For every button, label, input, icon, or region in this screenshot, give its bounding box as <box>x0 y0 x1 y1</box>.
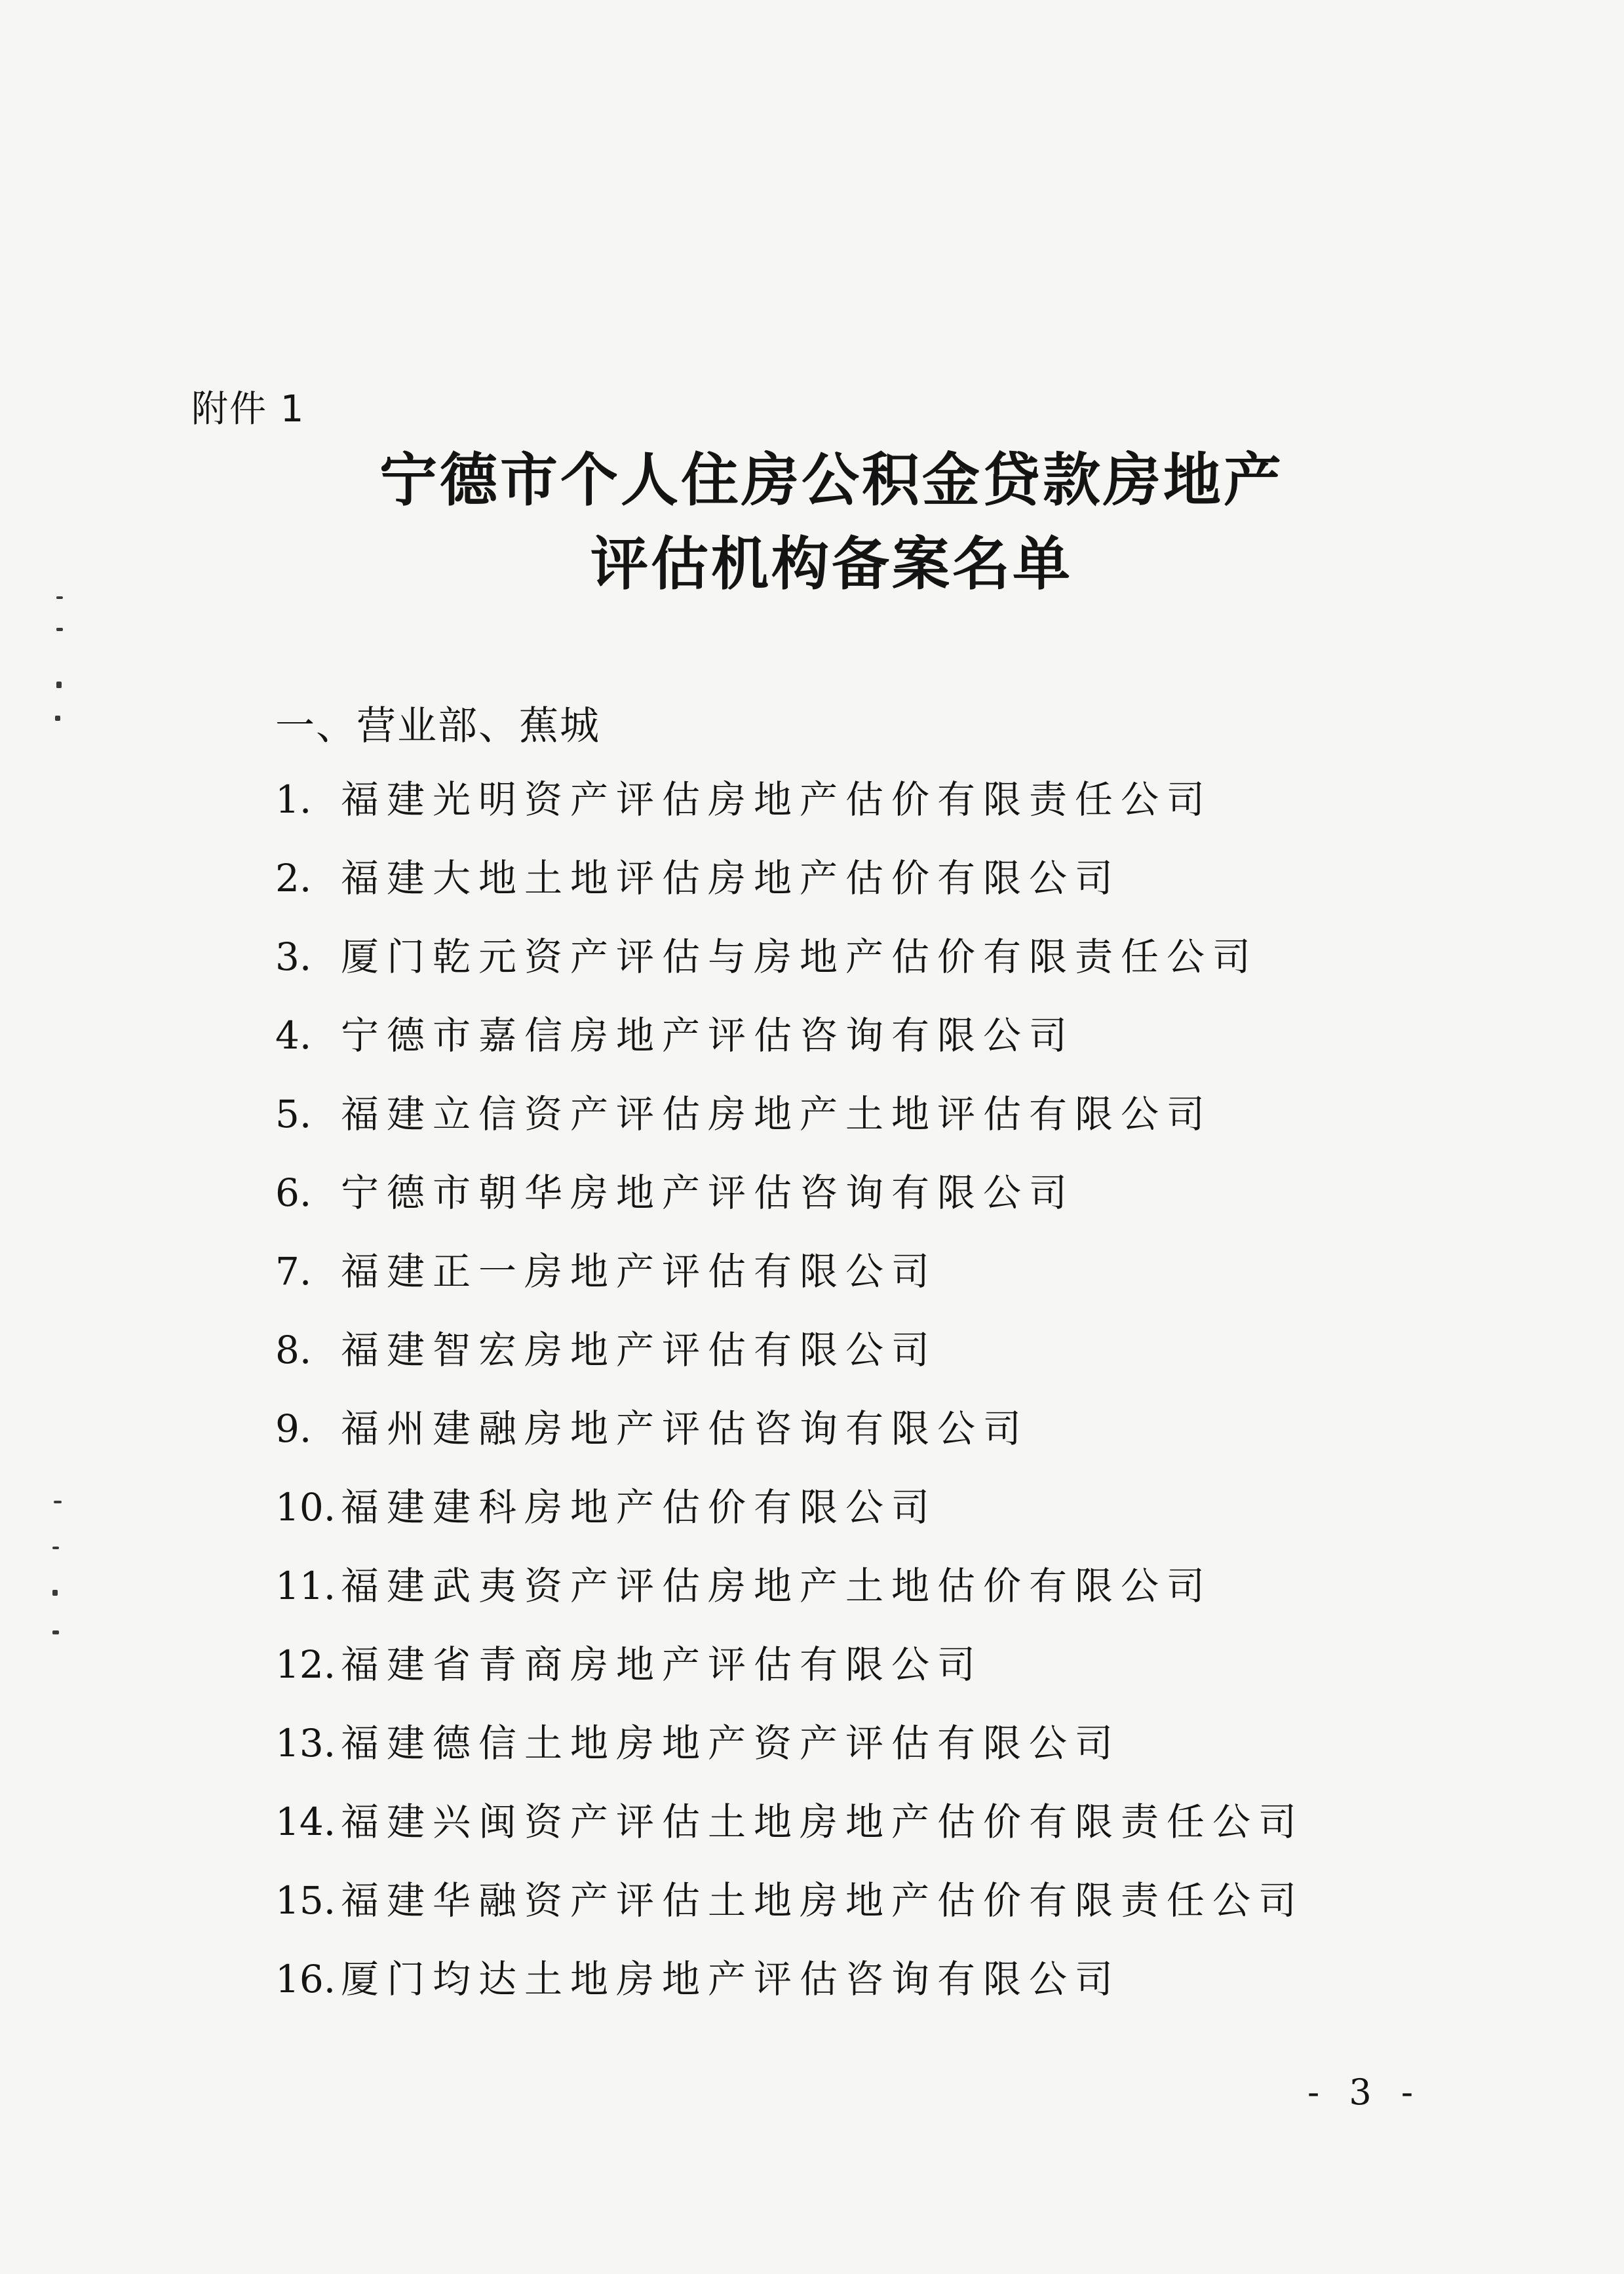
scan-mark <box>52 1547 59 1549</box>
item-number: 5. <box>275 1092 312 1136</box>
item-number: 16. <box>275 1957 336 2001</box>
agency-name: 厦门乾元资产评估与房地产估价有限责任公司 <box>341 935 1259 979</box>
section-heading: 一、营业部、蕉城 <box>275 703 600 749</box>
scan-mark <box>56 682 62 688</box>
list-item <box>275 852 1304 931</box>
item-number: 11. <box>275 1564 336 1608</box>
agency-name: 福建立信资产评估房地产土地评估有限公司 <box>341 1092 1213 1136</box>
item-number: 7. <box>275 1249 312 1294</box>
agency-list <box>275 773 1304 2032</box>
agency-name: 福建武夷资产评估房地产土地估价有限公司 <box>341 1564 1213 1608</box>
item-number: 14. <box>275 1800 336 1844</box>
scan-mark <box>56 628 63 631</box>
item-number: 4. <box>275 1013 312 1058</box>
agency-name: 宁德市嘉信房地产评估咨询有限公司 <box>341 1013 1075 1058</box>
agency-name: 福建德信土地房地产资产评估有限公司 <box>341 1721 1121 1765</box>
item-number: 3. <box>275 935 312 979</box>
list-item <box>275 1874 1304 1953</box>
list-item <box>275 1560 1304 1638</box>
list-item <box>275 773 1304 852</box>
item-number: 10. <box>275 1485 336 1530</box>
scan-mark <box>52 1630 59 1634</box>
agency-name: 福建华融资产评估土地房地产估价有限责任公司 <box>341 1878 1305 1923</box>
scan-mark <box>52 1590 58 1596</box>
list-item <box>275 1638 1304 1717</box>
list-item <box>275 931 1304 1009</box>
item-number: 13. <box>275 1721 336 1765</box>
agency-name: 福建光明资产评估房地产估价有限责任公司 <box>341 777 1213 822</box>
agency-name: 福建智宏房地产评估有限公司 <box>341 1328 938 1372</box>
page-number: - 3 - <box>1307 2072 1423 2113</box>
document-title-line-2: 评估机构备案名单 <box>590 530 1073 598</box>
scan-mark <box>54 1501 62 1503</box>
agency-name: 福建兴闽资产评估土地房地产估价有限责任公司 <box>341 1800 1305 1844</box>
list-item <box>275 1481 1304 1560</box>
document-title-line-1: 宁德市个人住房公积金贷款房地产 <box>379 446 1284 514</box>
agency-name: 福建正一房地产评估有限公司 <box>341 1249 938 1294</box>
agency-name: 福州建融房地产评估咨询有限公司 <box>341 1406 1030 1451</box>
list-item <box>275 1796 1304 1874</box>
item-number: 9. <box>275 1406 312 1451</box>
item-number: 2. <box>275 856 312 900</box>
attachment-label: 附件 1 <box>191 388 305 431</box>
agency-name: 福建省青商房地产评估有限公司 <box>341 1642 984 1687</box>
item-number: 1. <box>275 777 312 822</box>
list-item <box>275 1717 1304 1796</box>
list-item <box>275 1009 1304 1088</box>
list-item <box>275 1324 1304 1402</box>
item-number: 6. <box>275 1170 312 1215</box>
item-number: 12. <box>275 1642 336 1687</box>
agency-name: 福建大地土地评估房地产估价有限公司 <box>341 856 1121 900</box>
agency-name: 厦门均达土地房地产评估咨询有限公司 <box>341 1957 1121 2001</box>
list-item <box>275 1166 1304 1245</box>
item-number: 8. <box>275 1328 312 1372</box>
item-number: 15. <box>275 1878 336 1923</box>
list-item <box>275 1245 1304 1324</box>
scan-mark <box>55 716 60 721</box>
list-item <box>275 1953 1304 2032</box>
agency-name: 福建建科房地产估价有限公司 <box>341 1485 938 1530</box>
list-item <box>275 1402 1304 1481</box>
list-item <box>275 1088 1304 1166</box>
agency-name: 宁德市朝华房地产评估咨询有限公司 <box>341 1170 1075 1215</box>
